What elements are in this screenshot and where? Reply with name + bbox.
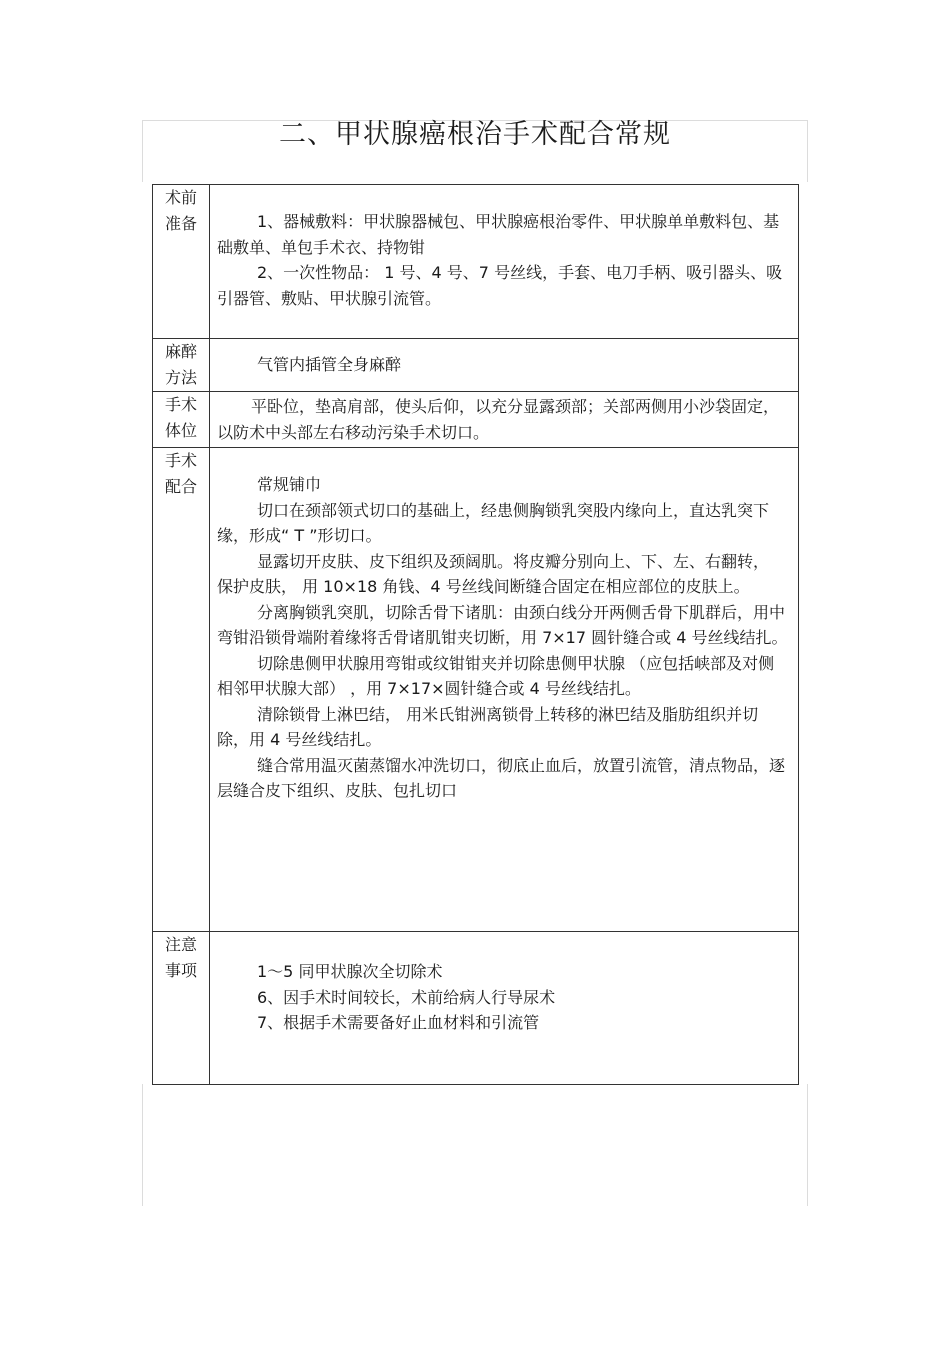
paragraph: 显露切开皮肤、皮下组织及颈阔肌。将皮瓣分别向上、下、左、右翻转， 保护皮肤， 用 10×18 角钱、4 号丝线间断缝合固定在相应部位的皮肤上。 <box>217 551 770 596</box>
row-label-line: 事项 <box>164 961 197 980</box>
paragraph: 常规铺巾 <box>257 475 322 494</box>
paragraph: 1、器械敷料：甲状腺器械包、甲状腺癌根治零件、甲状腺单单敷料包、基础敷单、单包手术衣、持物钳 <box>217 212 780 257</box>
paragraph: 切除患侧甲状腺用弯钳或纹钳钳夹并切除患侧甲状腺 （应包括峡部及对侧相邻甲状腺大部） ，用 7×17×圆针缝合或 4 号丝线结扎。 <box>217 653 775 698</box>
paragraph: 切口在颈部领式切口的基础上，经患侧胸锁乳突股内缘向上，直达乳突下缘，形成“ T ”形切口。 <box>217 500 770 545</box>
row-label-line: 麻醉 <box>164 342 197 361</box>
paragraph: 2、一次性物品： 1 号、4 号、7 号丝线，手套、电刀手柄、吸引器头、吸引器管、敷贴、甲状腺引流管。 <box>217 263 783 308</box>
row-label-preop <box>153 185 210 339</box>
procedure-table <box>152 184 799 1085</box>
document-title: 二、甲状腺癌根治手术配合常规 <box>279 119 671 150</box>
row-content-cooperation <box>210 448 799 932</box>
paragraph: 清除锁骨上淋巴结， 用米氏钳洲离锁骨上转移的淋巴结及脂肪组织并切除，用 4 号丝线结扎。 <box>217 704 759 749</box>
row-content-position <box>210 392 799 448</box>
row-label-line: 方法 <box>164 368 197 387</box>
table-row-anesthesia <box>153 339 799 392</box>
row-label-line: 术前 <box>164 188 197 207</box>
paragraph: 1～5 同甲状腺次全切除术 <box>257 962 443 981</box>
paragraph: 6、因手术时间较长，术前给病人行导尿术 <box>257 987 556 1007</box>
row-label-line: 配合 <box>164 477 197 496</box>
page-guide-right-lower <box>807 1084 808 1206</box>
table-row-preop <box>153 185 799 339</box>
row-content-anesthesia <box>210 339 799 392</box>
row-content-preop <box>210 185 799 339</box>
row-label-notes <box>153 932 210 1085</box>
paragraph: 气管内插管全身麻醉 <box>257 355 402 375</box>
table-row-position <box>153 392 799 448</box>
page-guide-left-lower <box>142 1084 143 1206</box>
row-label-line: 手术 <box>164 451 197 470</box>
row-label-line: 注意 <box>164 935 197 954</box>
row-label-line: 体位 <box>164 421 197 440</box>
row-label-cooperation <box>153 448 210 932</box>
row-label-line: 准备 <box>164 214 197 233</box>
paragraph: 7、根据手术需要备好止血材料和引流管 <box>257 1013 540 1032</box>
row-label-line: 手术 <box>164 395 197 414</box>
paragraph: 平卧位，垫高肩部，使头后仰，以充分显露颈部；关部两侧用小沙袋固定，以防术中头部左右移动污染手术切口。 <box>217 397 780 442</box>
table-row-cooperation <box>153 448 799 932</box>
paragraph: 分离胸锁乳突肌，切除舌骨下诸肌：由颈白线分开两侧舌骨下肌群后，用中弯钳沿锁骨端附着缘将舌骨诸肌钳夹切断，用 7×17 圆针缝合或 4 号丝线结扎。 <box>217 602 788 647</box>
table-row-notes <box>153 932 799 1085</box>
row-content-notes <box>210 932 799 1085</box>
row-label-anesthesia <box>153 339 210 392</box>
paragraph: 缝合常用温灭菌蒸馏水冲洗切口，彻底止血后，放置引流管，清点物品，逐层缝合皮下组织、皮肤、包扎切口 <box>217 755 786 800</box>
row-label-position <box>153 392 210 448</box>
